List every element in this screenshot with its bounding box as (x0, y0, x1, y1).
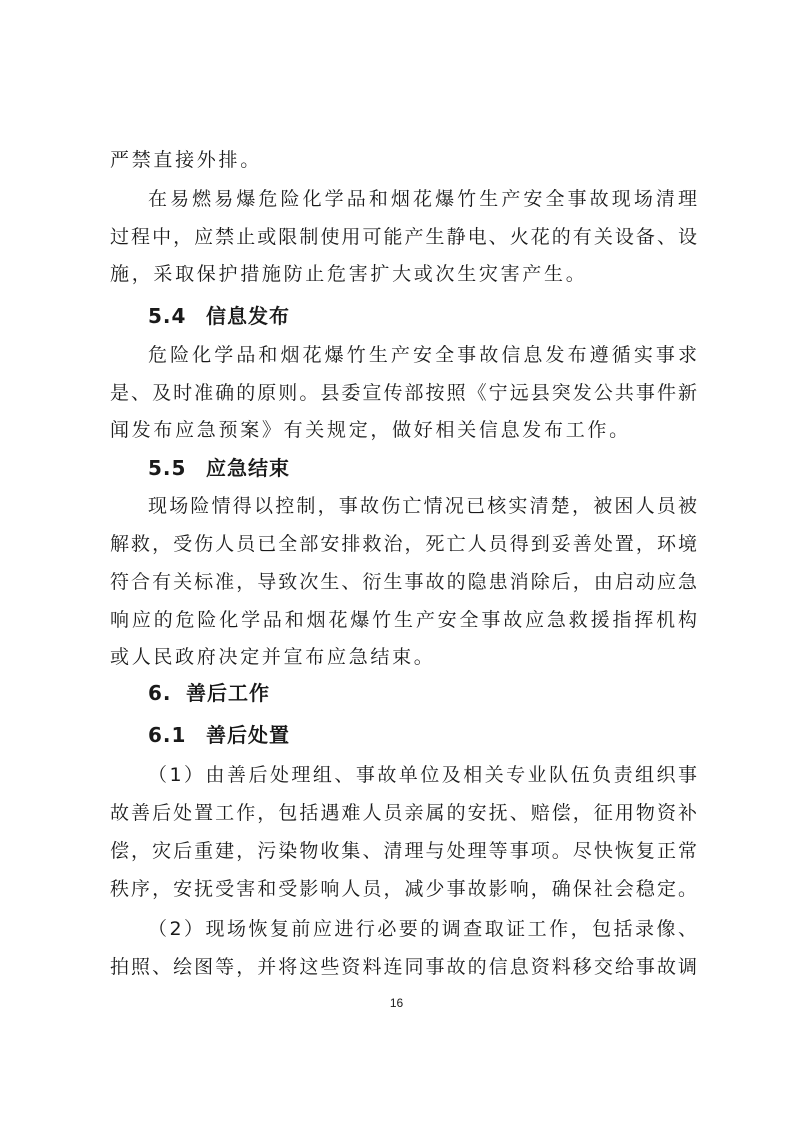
page-number: 16 (389, 996, 404, 1010)
paragraph-line: 施，采取保护措施防止危害扩大或次生灾害产生。 (110, 263, 588, 285)
paragraph-line: 闻发布应急预案》有关规定，做好相关信息发布工作。 (110, 419, 631, 441)
section-heading-5-4 (148, 301, 290, 331)
paragraph-line: 偿，灾后重建，污染物收集、清理与处理等事项。尽快恢复正常 (110, 840, 697, 862)
paragraph-line: 故善后处置工作，包括遇难人员亲属的安抚、赔偿，征用物资补 (110, 802, 697, 824)
paragraph-line: 过程中，应禁止或限制使用可能产生静电、火花的有关设备、设 (110, 226, 697, 248)
paragraph-line: （1）由善后处理组、事故单位及相关专业队伍负责组织事 (148, 764, 697, 786)
heading-number: 6.1 (148, 723, 187, 747)
heading-number: 5.4 (148, 304, 187, 328)
paragraph-line: 现场险情得以控制，事故伤亡情况已核实清楚，被困人员被 (148, 495, 697, 517)
paragraph-line: 拍照、绘图等，并将这些资料连同事故的信息资料移交给事故调 (110, 956, 697, 978)
paragraph-line: 严禁直接外排。 (110, 149, 262, 171)
paragraph-line: 在易燃易爆危险化学品和烟花爆竹生产安全事故现场清理 (148, 188, 697, 210)
heading-title: 应急结束 (206, 456, 290, 480)
heading-title: 信息发布 (206, 304, 290, 328)
section-heading-5-5 (148, 453, 290, 483)
paragraph-line: 响应的危险化学品和烟花爆竹生产安全事故应急救援指挥机构 (110, 609, 697, 631)
section-heading-6-1 (148, 720, 290, 750)
paragraph-line: 解救，受伤人员已全部安排救治，死亡人员得到妥善处置，环境 (110, 533, 697, 555)
paragraph-line: 是、及时准确的原则。县委宣传部按照《宁远县突发公共事件新 (110, 382, 697, 404)
paragraph-line: 秩序，安抚受害和受影响人员，减少事故影响，确保社会稳定。 (110, 878, 697, 900)
paragraph-line: 危险化学品和烟花爆竹生产安全事故信息发布遵循实事求 (148, 344, 697, 366)
paragraph-line: 符合有关标准，导致次生、衍生事故的隐患消除后，由启动应急 (110, 571, 697, 593)
heading-title: 善后工作 (186, 681, 270, 705)
section-heading-6 (148, 678, 270, 708)
heading-title: 善后处置 (206, 723, 290, 747)
paragraph-line: 或人民政府决定并宣布应急结束。 (110, 646, 436, 668)
paragraph-line: （2）现场恢复前应进行必要的调查取证工作，包括录像、 (148, 918, 697, 940)
heading-number: 6. (148, 681, 172, 705)
heading-number: 5.5 (148, 456, 187, 480)
